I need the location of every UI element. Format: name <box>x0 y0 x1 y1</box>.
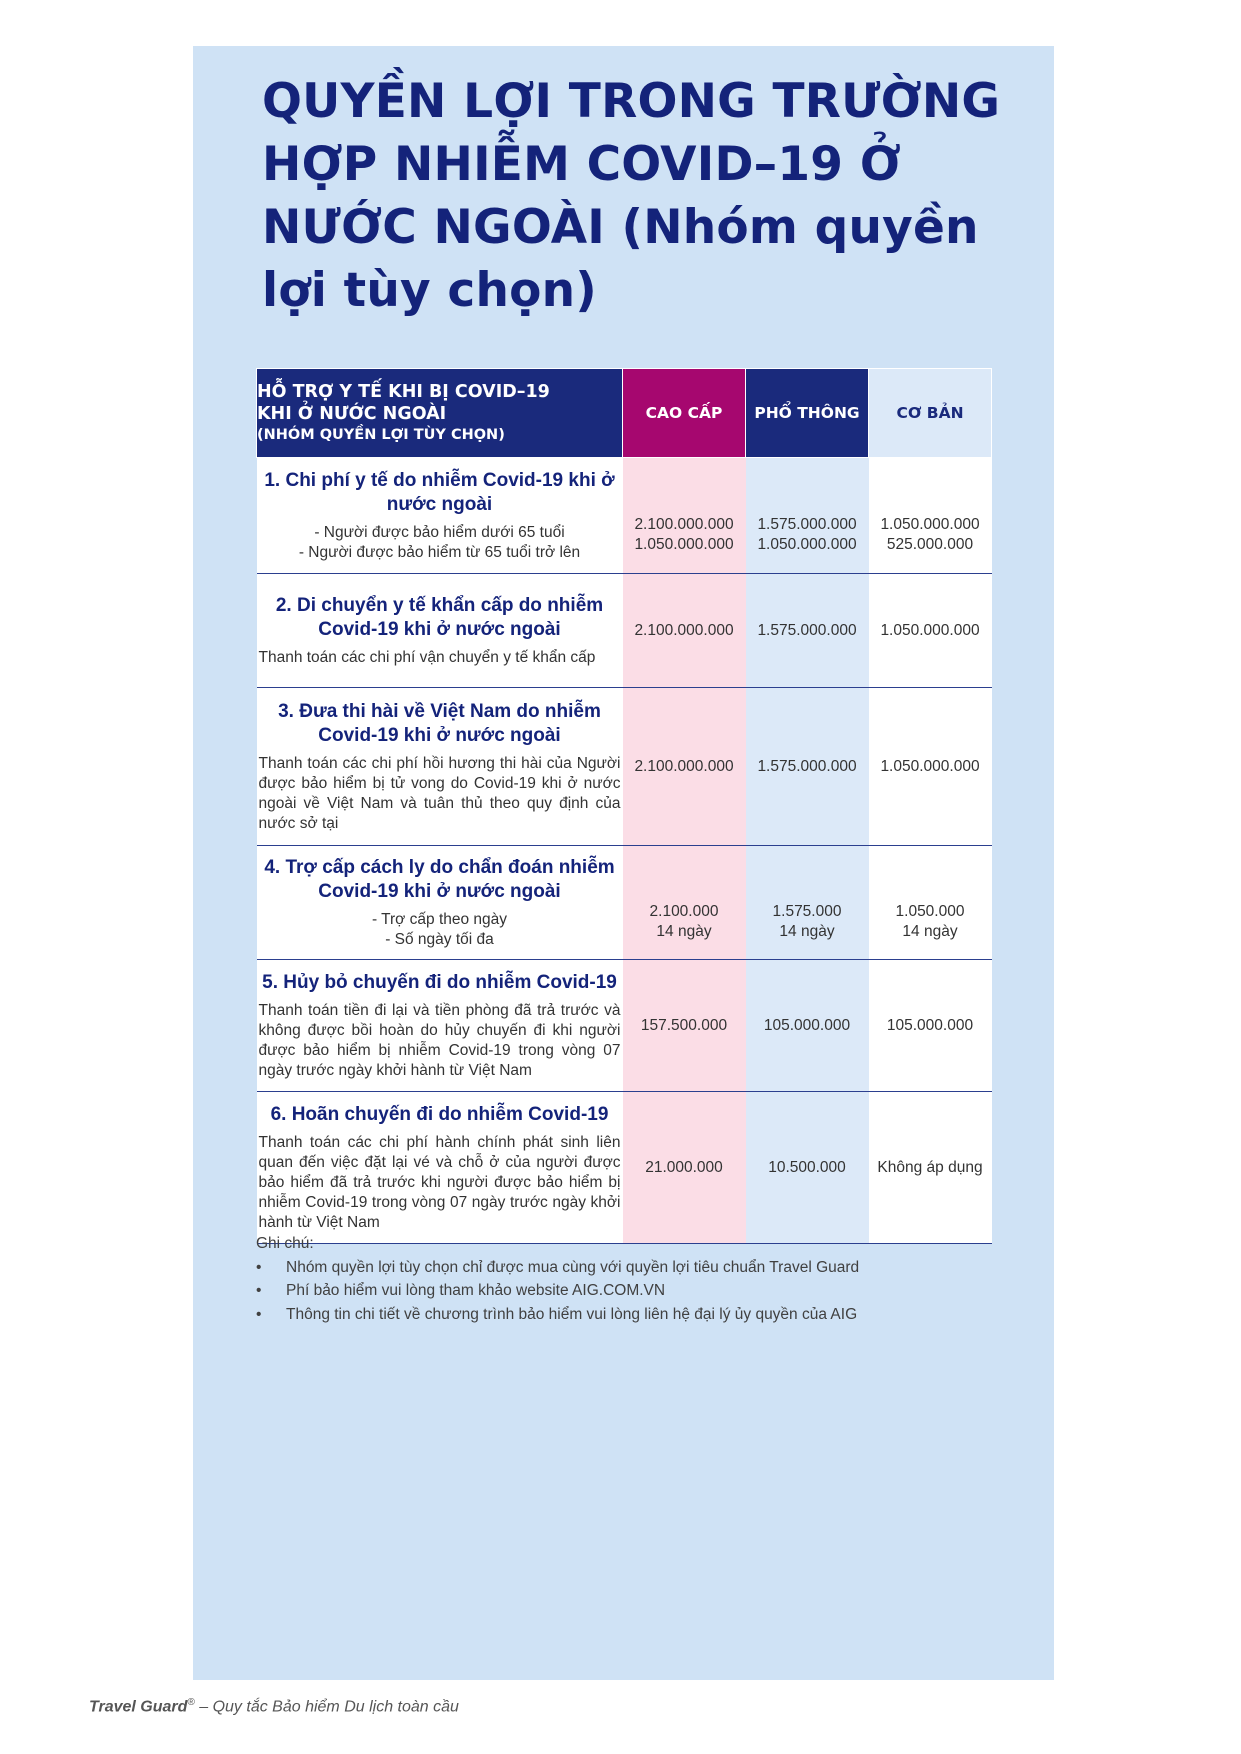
table-row <box>257 846 992 960</box>
standard-value <box>746 846 869 960</box>
basic-value: 105.000.000 <box>869 960 992 1092</box>
value-line: 2.100.000 <box>649 902 719 920</box>
note-text: Thông tin chi tiết về chương trình bảo hiểm vui lòng liên hệ đại lý ủy quyền của AIG <box>286 1305 858 1323</box>
benefits-table <box>256 368 992 1244</box>
table-row <box>257 574 992 688</box>
value-line: 1.050.000.000 <box>634 535 734 553</box>
note-text: Nhóm quyền lợi tùy chọn chỉ được mua cùng với quyền lợi tiêu chuẩn Travel Guard <box>286 1258 860 1276</box>
basic-value <box>869 458 992 574</box>
benefit-text: Thanh toán các chi phí hồi hương thi hài của Người được bảo hiểm bị tử vong do Covid-19 khi ở nước ngoài về Việt Nam và tuân thủ theo quy định của nước sở tại <box>258 754 621 832</box>
standard-value: 105.000.000 <box>746 960 869 1092</box>
benefit-line: - Người được bảo hiểm dưới 65 tuổi <box>314 523 565 541</box>
title-line: lợi tùy chọn) <box>262 263 597 318</box>
notes-section <box>256 1232 1016 1326</box>
benefit-line: - Người được bảo hiểm từ 65 tuổi trở lên <box>298 543 581 561</box>
bullet-icon: • <box>256 1305 262 1323</box>
header-plan-standard: PHỔ THÔNG <box>746 369 869 458</box>
page-footer <box>89 1697 459 1716</box>
bullet-icon: • <box>256 1258 262 1276</box>
footer-text: – Quy tắc Bảo hiểm Du lịch toàn cầu <box>194 1698 459 1716</box>
basic-value <box>869 846 992 960</box>
benefit-title: 5. Hủy bỏ chuyến đi do nhiễm Covid-19 <box>262 971 617 993</box>
premium-value: 2.100.000.000 <box>623 574 746 688</box>
note-item <box>256 1256 1016 1280</box>
notes-label: Ghi chú: <box>256 1235 314 1252</box>
standard-value <box>746 458 869 574</box>
benefit-line: - Trợ cấp theo ngày <box>371 910 508 928</box>
benefit-line: - Số ngày tối đa <box>385 930 494 948</box>
value-line: 14 ngày <box>902 922 958 940</box>
standard-value: 1.575.000.000 <box>746 688 869 846</box>
footer-brand: Travel Guard <box>89 1698 188 1716</box>
header-line: KHI Ở NƯỚC NGOÀI <box>257 404 447 424</box>
table-row <box>257 960 992 1092</box>
basic-value: Không áp dụng <box>869 1092 992 1244</box>
benefit-text: Thanh toán tiền đi lại và tiền phòng đã trả trước và không được bồi hoàn do hủy chuyến đi khi người được bảo hiểm bị nhiễm Covid-19 trong vòng 07 ngày trước ngày khởi hành từ Việt Nam <box>258 1001 621 1079</box>
value-line: 14 ngày <box>779 922 835 940</box>
standard-value: 1.575.000.000 <box>746 574 869 688</box>
title-line: NƯỚC NGOÀI (Nhóm quyền <box>262 200 979 255</box>
premium-value: 21.000.000 <box>623 1092 746 1244</box>
benefit-description <box>257 688 623 846</box>
standard-value: 10.500.000 <box>746 1092 869 1244</box>
header-subline: (NHÓM QUYỀN LỢI TÙY CHỌN) <box>257 427 505 443</box>
benefit-title: 2. Di chuyển y tế khẩn cấp do nhiễm Covid-19 khi ở nước ngoài <box>275 594 604 640</box>
benefit-text: Thanh toán các chi phí hành chính phát sinh liên quan đến việc đặt lại vé và chỗ ở của người được bảo hiểm đã trả trước khi người được bảo hiểm bị nhiễm Covid-19 trong vòng 07 ngày trước ngày khởi hành từ Việt Nam <box>258 1133 621 1231</box>
value-line: 525.000.000 <box>886 535 974 553</box>
notes-list <box>256 1256 1016 1327</box>
benefit-description <box>257 960 623 1092</box>
benefit-title: 1. Chi phí y tế do nhiễm Covid-19 khi ở nước ngoài <box>264 469 615 515</box>
benefit-description <box>257 1092 623 1244</box>
header-plan-basic: CƠ BẢN <box>869 369 992 458</box>
note-item <box>256 1303 1016 1327</box>
page-title <box>262 70 1001 322</box>
header-benefit-group <box>257 369 623 458</box>
benefit-title: 4. Trợ cấp cách ly do chẩn đoán nhiễm Covid-19 khi ở nước ngoài <box>264 856 615 902</box>
value-line: 1.050.000 <box>895 902 965 920</box>
premium-value <box>623 458 746 574</box>
table-row <box>257 688 992 846</box>
table-row <box>257 458 992 574</box>
note-text: Phí bảo hiểm vui lòng tham khảo website AIG.COM.VN <box>286 1282 666 1299</box>
header-line: HỖ TRỢ Y TẾ KHI BỊ COVID–19 <box>257 382 550 402</box>
benefit-title: 6. Hoãn chuyến đi do nhiễm Covid-19 <box>270 1103 609 1125</box>
value-line: 1.575.000 <box>772 902 842 920</box>
benefit-text: Thanh toán các chi phí vận chuyển y tế khẩn cấp <box>258 648 596 666</box>
premium-value <box>623 846 746 960</box>
premium-value: 2.100.000.000 <box>623 688 746 846</box>
title-line: QUYỀN LỢI TRONG TRƯỜNG <box>262 74 1001 129</box>
bullet-icon: • <box>256 1282 262 1299</box>
benefit-description <box>257 846 623 960</box>
note-item <box>256 1279 1016 1303</box>
value-line: 1.050.000.000 <box>880 515 980 533</box>
value-line: 1.050.000.000 <box>757 535 857 553</box>
value-line: 2.100.000.000 <box>634 515 734 533</box>
benefit-description <box>257 458 623 574</box>
benefit-title: 3. Đưa thi hài về Việt Nam do nhiễm Covid-19 khi ở nước ngoài <box>278 700 601 746</box>
registered-mark: ® <box>187 1697 195 1708</box>
value-line: 1.575.000.000 <box>757 515 857 533</box>
title-line: HỢP NHIỄM COVID–19 Ở <box>262 137 901 192</box>
table-row <box>257 1092 992 1244</box>
table-header-row <box>257 369 992 458</box>
basic-value: 1.050.000.000 <box>869 574 992 688</box>
premium-value: 157.500.000 <box>623 960 746 1092</box>
basic-value: 1.050.000.000 <box>869 688 992 846</box>
value-line: 14 ngày <box>656 922 712 940</box>
header-plan-premium: CAO CẤP <box>623 369 746 458</box>
benefit-description <box>257 574 623 688</box>
